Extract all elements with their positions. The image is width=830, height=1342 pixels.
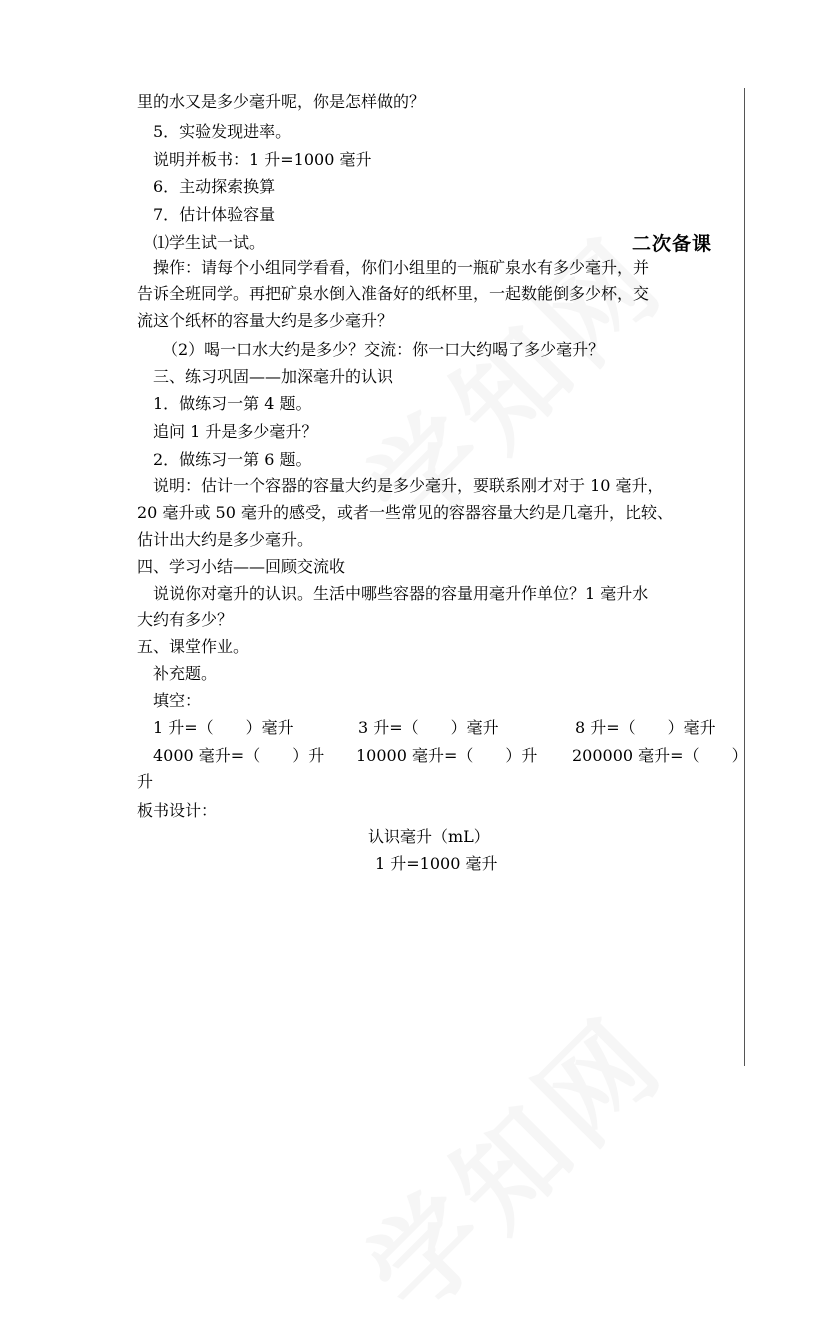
column-divider [744, 88, 745, 1066]
text-line: 升 [137, 772, 154, 791]
text-line: 7．估计体验容量 [153, 205, 276, 224]
text-line: 追问 1 升是多少毫升？ [153, 422, 318, 441]
fill-blank: 4000 毫升=（ ）升 [153, 746, 325, 765]
text-line: 说说你对毫升的认识。生活中哪些容器的容量用毫升作单位？1 毫升水 [153, 584, 649, 603]
text-line: 告诉全班同学。再把矿泉水倒入准备好的纸杯里，一起数能倒多少杯，交 [137, 284, 650, 303]
watermark [327, 976, 693, 1342]
text-line: 5．实验发现进率。 [153, 122, 292, 141]
side-note-title: 二次备课 [632, 233, 713, 255]
fill-blank: 10000 毫升=（ ）升 [356, 746, 538, 765]
section-heading: 三、练习巩固——加深毫升的认识 [153, 367, 394, 386]
text-line: 里的水又是多少毫升呢，你是怎样做的？ [137, 92, 426, 111]
fill-blank: 8 升=（ ）毫升 [575, 718, 716, 737]
board-formula: 1 升=1000 毫升 [375, 854, 498, 873]
section-heading: 四、学习小结——回顾交流收 [137, 557, 346, 576]
board-title: 认识毫升（mL） [368, 827, 490, 846]
text-line: 20 毫升或 50 毫升的感受，或者一些常见的容器容量大约是几毫升，比较、 [137, 503, 673, 522]
text-line: 2．做练习一第 6 题。 [153, 450, 312, 469]
text-line: 说明并板书：1 升=1000 毫升 [153, 150, 372, 169]
text-line: 操作：请每个小组同学看看，你们小组里的一瓶矿泉水有多少毫升，并 [153, 258, 650, 277]
section-heading: 五、课堂作业。 [137, 637, 250, 656]
text-line: 流这个纸杯的容量大约是多少毫升？ [137, 311, 394, 330]
text-line: 6．主动探索换算 [153, 177, 276, 196]
text-line: 1．做练习一第 4 题。 [153, 394, 312, 413]
text-line: 估计出大约是多少毫升。 [137, 530, 314, 549]
fill-blank: 3 升=（ ）毫升 [358, 718, 499, 737]
text-line: 说明：估计一个容器的容量大约是多少毫升，要联系刚才对于 10 毫升， [153, 476, 664, 495]
text-line: 大约有多少？ [137, 610, 234, 629]
fill-blank: 1 升=（ ）毫升 [153, 718, 294, 737]
section-heading: 板书设计： [137, 801, 218, 820]
text-line: 填空： [153, 691, 202, 710]
text-line: 补充题。 [153, 664, 218, 683]
text-line: （2）喝一口水大约是多少？交流：你一口大约喝了多少毫升？ [162, 340, 605, 359]
text-line: ⑴学生试一试。 [153, 233, 266, 252]
fill-blank: 200000 毫升=（ ） [572, 746, 748, 765]
